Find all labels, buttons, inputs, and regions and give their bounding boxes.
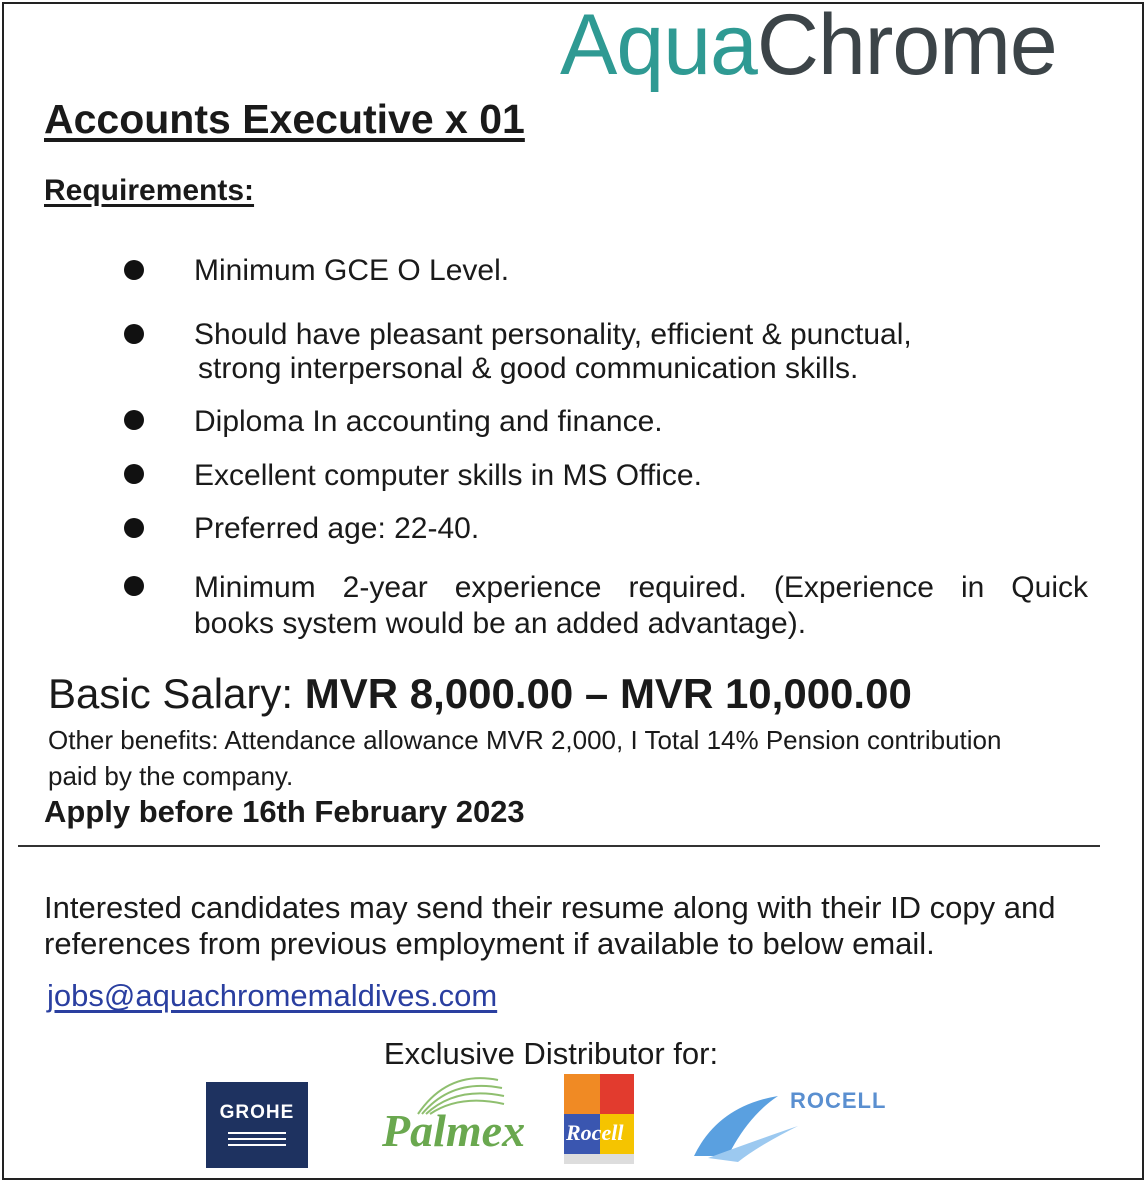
basic-salary — [48, 670, 912, 718]
bullet-icon — [124, 324, 144, 344]
grohe-wave-icon — [228, 1138, 286, 1140]
salary-range: MVR 8,000.00 – MVR 10,000.00 — [304, 670, 912, 717]
application-instructions: Interested candidates may send their resume along with their ID copy and references from previous employment if available to below email. — [44, 890, 1056, 961]
requirement-item-continued: strong interpersonal & good communication skills. — [198, 352, 859, 385]
bullet-icon — [124, 410, 144, 430]
rocell-logo — [688, 1086, 892, 1166]
grohe-wave-icon — [228, 1132, 286, 1134]
job-title: Accounts Executive x 01 — [44, 96, 525, 142]
requirement-item: Should have pleasant personality, efficient & punctual, — [194, 318, 912, 351]
distributor-heading: Exclusive Distributor for: — [383, 1036, 719, 1071]
requirement-item: Minimum 2-year experience required. (Experience in Quick — [194, 571, 1088, 604]
salary-label: Basic Salary: — [48, 670, 305, 717]
divider — [18, 845, 1100, 847]
aquachrome-logo — [560, 0, 1120, 104]
requirement-item: Minimum GCE O Level. — [194, 254, 510, 287]
grohe-logo — [206, 1082, 308, 1168]
bullet-icon — [124, 260, 144, 280]
rocell-tile-logo-text: Rocell — [566, 1120, 624, 1145]
palmex-logo — [378, 1074, 526, 1170]
other-benefits: Other benefits: Attendance allowance MVR 2,000, I Total 14% Pension contribution paid by the company. — [48, 725, 1002, 791]
requirement-item: Excellent computer skills in MS Office. — [194, 459, 702, 492]
requirement-item: Diploma In accounting and finance. — [194, 405, 663, 438]
bullet-icon — [124, 576, 144, 596]
palmex-logo-text: Palmex — [382, 1105, 526, 1156]
logo-chrome-text: Chrome — [756, 0, 1057, 93]
bullet-icon — [124, 518, 144, 538]
logo-aqua-text: Aqua — [560, 0, 757, 93]
rocell-tile-logo — [554, 1070, 642, 1170]
requirement-item: Preferred age: 22-40. — [194, 512, 480, 545]
rocell-logo-text: ROCELL — [790, 1088, 887, 1113]
apply-deadline: Apply before 16th February 2023 — [44, 794, 525, 829]
bullet-icon — [124, 464, 144, 484]
requirement-item-continued: books system would be an added advantage). — [194, 607, 807, 640]
email-link[interactable]: jobs@aquachromemaldives.com — [47, 978, 498, 1013]
requirements-heading: Requirements: — [44, 174, 255, 207]
grohe-logo-text: GROHE — [219, 1102, 295, 1123]
grohe-wave-icon — [228, 1144, 286, 1146]
